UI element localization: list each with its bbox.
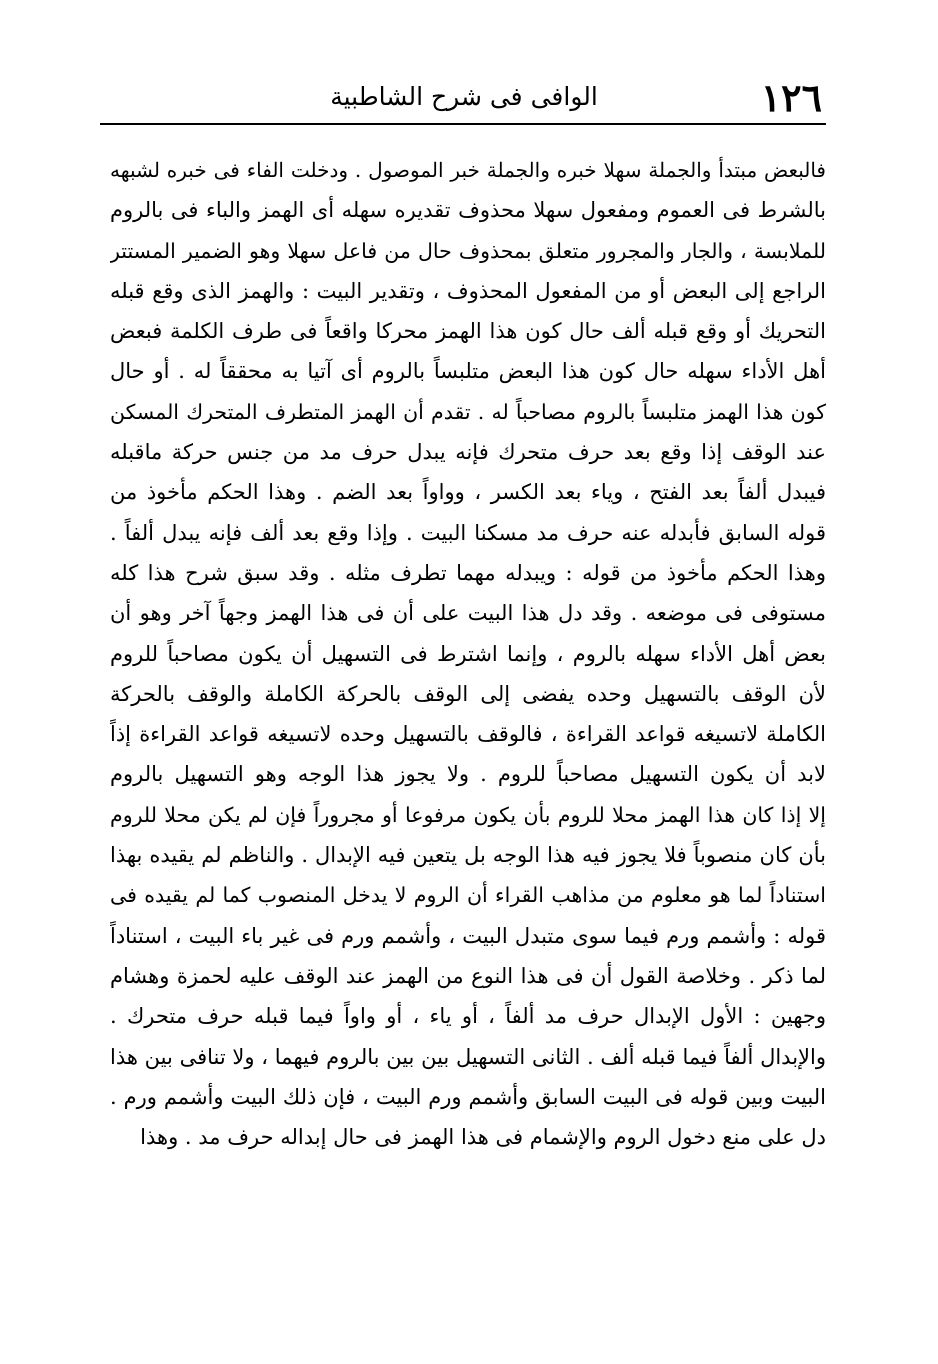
text-line: مستوفى فى موضعه . وقد دل هذا البيت على أن فى هذا الهمز وجهاً آخر وهو أن bbox=[110, 601, 826, 626]
text-line: لما ذكر . وخلاصة القول أن فى هذا النوع من الهمز عند الوقف عليه لحمزة وهشام bbox=[110, 963, 826, 988]
text-line: لابد أن يكون التسهيل مصاحباً للروم . ولا يجوز هذا الوجه وهو التسهيل بالروم bbox=[110, 762, 826, 787]
running-title: الوافى فى شرح الشاطبية bbox=[330, 82, 598, 111]
text-line: استناداً لما هو معلوم من مذاهب القراء أن الروم لا يدخل المنصوب كما لم يقيده فى bbox=[110, 883, 826, 908]
text-line: بأن كان منصوباً فلا يجوز فيه هذا الوجه بل يتعين فيه الإبدال . والناظم لم يقيده بهذا bbox=[110, 843, 826, 868]
text-line: للملابسة ، والجار والمجرور متعلق بمحذوف حال من فاعل سهلا وهو الضمير المستتر bbox=[110, 238, 826, 263]
text-line: لأن الوقف بالتسهيل وحده يفضى إلى الوقف بالحركة الكاملة والوقف بالحركة bbox=[110, 681, 826, 706]
text-line: التحريك أو وقع قبله ألف حال كون هذا الهمز محركا واقعاً فى طرف الكلمة فبعض bbox=[110, 319, 826, 344]
text-line: بعض أهل الأداء سهله بالروم ، وإنما اشترط فى التسهيل أن يكون مصاحباً للروم bbox=[110, 641, 826, 666]
text-line: وهذا الحكم مأخوذ من قوله : ويبدله مهما تطرف مثله . وقد سبق شرح هذا كله bbox=[110, 560, 826, 585]
text-line: والإبدال ألفاً فيما قبله ألف . الثانى التسهيل بين بين بالروم فيهما ، ولا تنافى بين هذا bbox=[110, 1044, 826, 1069]
text-line: دل على منع دخول الروم والإشمام فى هذا الهمز فى حال إبداله حرف مد . وهذا bbox=[140, 1125, 826, 1150]
text-line: أهل الأداء سهله حال كون هذا البعض متلبساً بالروم أى آتيا به محققاً له . أو حال bbox=[110, 359, 826, 384]
text-line: وجهين : الأول الإبدال حرف مد ألفاً ، أو ياء ، أو واواً فيما قبله حرف متحرك . bbox=[110, 1004, 826, 1029]
page-header bbox=[100, 72, 828, 124]
text-line: فيبدل ألفاً بعد الفتح ، وياء بعد الكسر ، وواواً بعد الضم . وهذا الحكم مأخوذ من bbox=[110, 480, 826, 505]
body-text bbox=[110, 150, 826, 1157]
page-number: ١٢٦ bbox=[760, 75, 822, 120]
text-line: كون هذا الهمز متلبساً بالروم مصاحباً له . تقدم أن الهمز المتطرف المتحرك المسكن bbox=[110, 399, 826, 424]
text-line: قوله : وأشمم ورم فيما سوى متبدل البيت ، وأشمم ورم فى غير باء البيت ، استناداً bbox=[110, 923, 826, 948]
text-line: بالشرط فى العموم ومفعول سهلا محذوف تقديره سهله أى الهمز والباء فى بالروم bbox=[110, 198, 826, 223]
text-line: فالبعض مبتدأ والجملة سهلا خبره والجملة خبر الموصول . ودخلت الفاء فى خبره لشبهه bbox=[110, 158, 826, 182]
text-line: الكاملة لاتسيغه قواعد القراءة ، فالوقف بالتسهيل وحده لاتسيغه قواعد القراءة إذاً bbox=[110, 722, 826, 747]
text-line: عند الوقف إذا وقع بعد حرف متحرك فإنه يبدل حرف مد من جنس حركة ماقبله bbox=[110, 440, 826, 465]
text-line: الراجع إلى البعض أو من المفعول المحذوف ، وتقدير البيت : والهمز الذى وقع قبله bbox=[110, 278, 826, 303]
text-line: إلا إذا كان هذا الهمز محلا للروم بأن يكون مرفوعا أو مجروراً فإن لم يكن محلا للروم bbox=[110, 802, 826, 827]
header-rule bbox=[100, 123, 826, 125]
text-line: البيت وبين قوله فى البيت السابق وأشمم ورم البيت ، فإن ذلك البيت وأشمم ورم . bbox=[110, 1084, 826, 1109]
text-line: قوله السابق فأبدله عنه حرف مد مسكنا البيت . وإذا وقع بعد ألف فإنه يبدل ألفاً . bbox=[110, 520, 826, 545]
